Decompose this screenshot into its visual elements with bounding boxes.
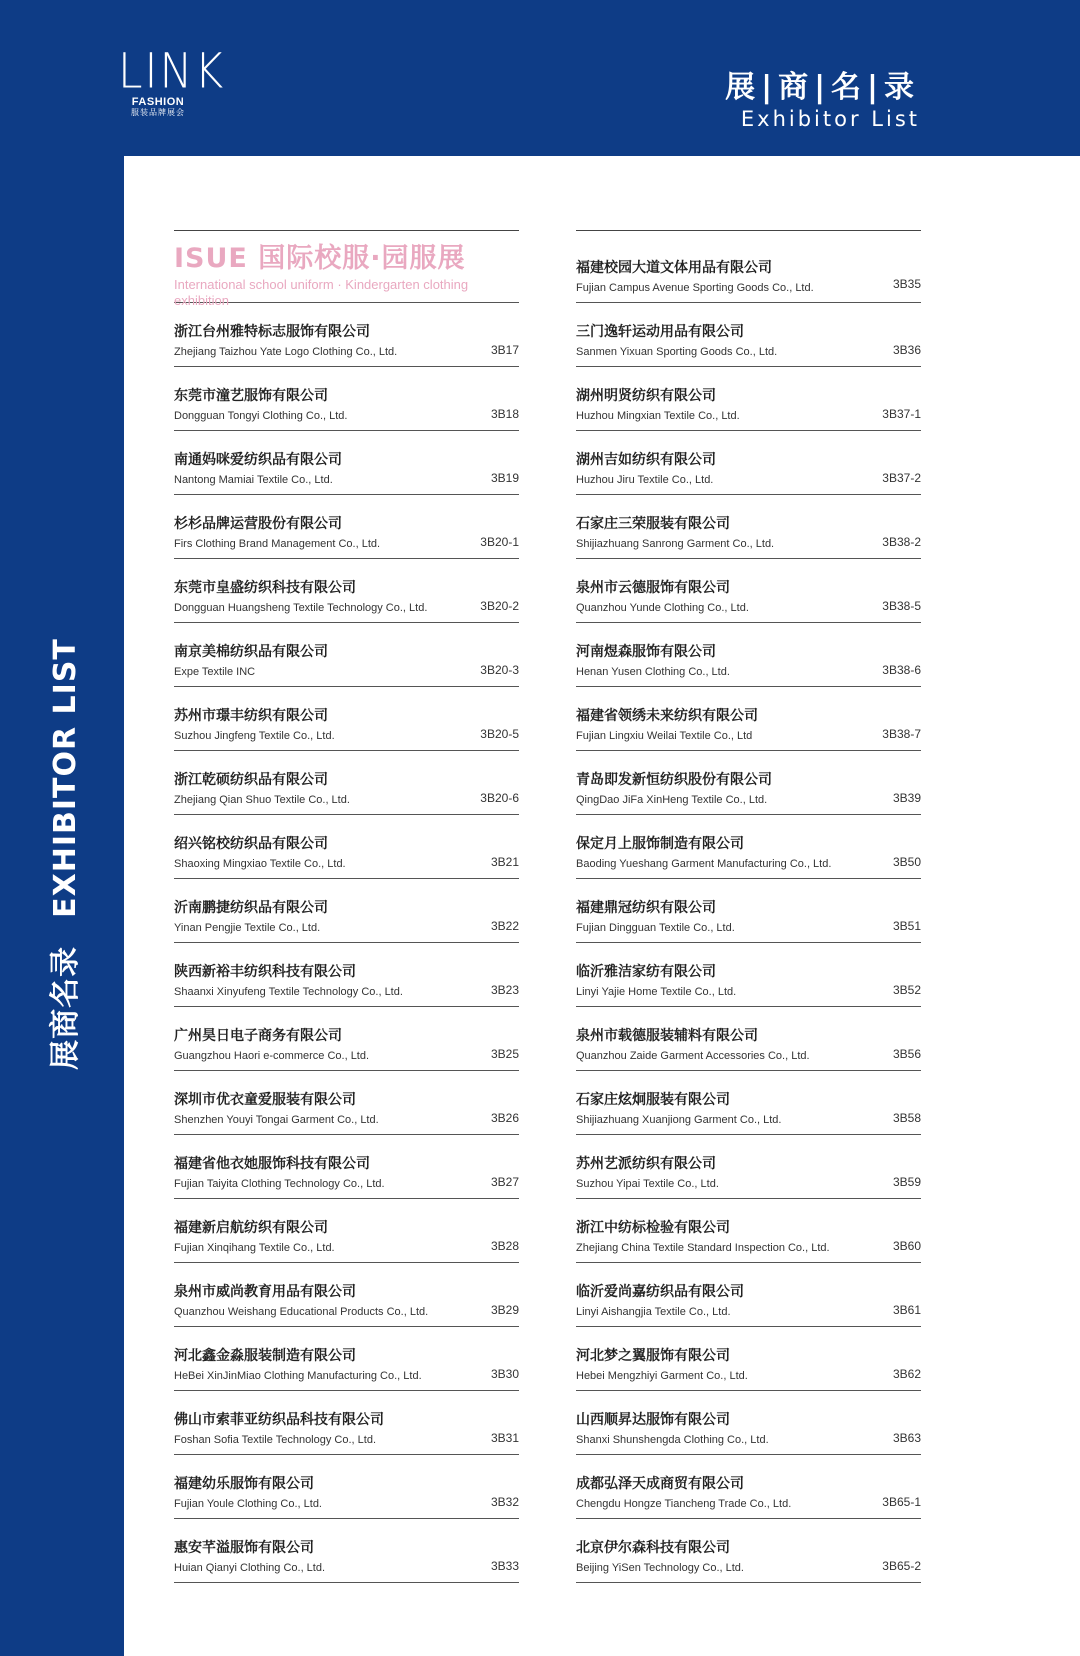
- exhibitor-row: [174, 1263, 519, 1327]
- exhibitor-name-cn: 福建鼎冠纺织有限公司: [576, 900, 716, 916]
- exhibitor-name-cn: 福建省他衣她服饰科技有限公司: [174, 1156, 370, 1172]
- exhibitor-row: [576, 815, 921, 879]
- exhibitor-name-cn: 佛山市索菲亚纺织品科技有限公司: [174, 1412, 384, 1428]
- exhibitor-name-cn: 泉州市云德服饰有限公司: [576, 580, 730, 596]
- exhibitor-name-en: Expe Textile INC: [174, 666, 256, 678]
- booth-number: 3B35: [892, 277, 921, 291]
- booth-number: 3B62: [892, 1367, 921, 1381]
- exhibitor-name-en: Fujian Youle Clothing Co., Ltd.: [174, 1498, 322, 1510]
- logo-mark: LINK: [118, 43, 226, 100]
- side-title: [40, 610, 84, 1070]
- exhibitor-name-cn: 陕西新裕丰纺织科技有限公司: [174, 964, 356, 980]
- exhibitor-row: [576, 1391, 921, 1455]
- exhibitor-row: [576, 623, 921, 687]
- booth-number: 3B58: [892, 1111, 921, 1125]
- booth-number: 3B52: [892, 983, 921, 997]
- exhibitor-name-cn: 惠安芊溢服饰有限公司: [174, 1540, 314, 1556]
- exhibitor-row: [174, 367, 519, 431]
- booth-number: 3B37-1: [882, 407, 921, 421]
- section-title-en: International school uniform · Kindergarten clothing exhibition: [174, 277, 469, 308]
- exhibitor-row: [576, 1071, 921, 1135]
- exhibitor-row: [576, 1263, 921, 1327]
- booth-number: 3B17: [490, 343, 519, 357]
- exhibitor-name-cn: 湖州吉如纺织有限公司: [576, 452, 716, 468]
- booth-number: 3B59: [892, 1175, 921, 1189]
- booth-number: 3B60: [892, 1239, 921, 1253]
- exhibitor-row: [576, 495, 921, 559]
- exhibitor-name-en: Huzhou Mingxian Textile Co., Ltd.: [576, 410, 740, 422]
- exhibitor-row: [174, 1071, 519, 1135]
- exhibitor-row: [576, 303, 921, 367]
- exhibitor-name-en: Shijiazhuang Xuanjiong Garment Co., Ltd.: [576, 1114, 782, 1126]
- exhibitor-row: [576, 431, 921, 495]
- exhibitor-name-en: Shijiazhuang Sanrong Garment Co., Ltd.: [576, 538, 775, 550]
- booth-number: 3B22: [490, 919, 519, 933]
- exhibitor-row: [174, 1135, 519, 1199]
- exhibitor-name-en: Suzhou Yipai Textile Co., Ltd.: [576, 1178, 719, 1190]
- booth-number: 3B20-1: [480, 535, 519, 549]
- exhibitor-name-cn: 福建省领绣未来纺织有限公司: [576, 708, 758, 724]
- exhibitor-name-en: Foshan Sofia Textile Technology Co., Ltd.: [174, 1434, 376, 1446]
- exhibitor-row: [174, 1455, 519, 1519]
- exhibitor-name-en: Shanxi Shunshengda Clothing Co., Ltd.: [576, 1434, 769, 1446]
- booth-number: 3B20-6: [480, 791, 519, 805]
- exhibitor-name-cn: 东莞市潼艺服饰有限公司: [174, 388, 328, 404]
- booth-number: 3B21: [490, 855, 519, 869]
- booth-number: 3B56: [892, 1047, 921, 1061]
- exhibitor-name-en: Huzhou Jiru Textile Co., Ltd.: [576, 474, 714, 486]
- exhibitor-row: [576, 687, 921, 751]
- booth-number: 3B36: [892, 343, 921, 357]
- exhibitor-name-cn: 青岛即发新恒纺织股份有限公司: [576, 772, 772, 788]
- link-fashion-logo: [118, 43, 226, 118]
- booth-number: 3B65-2: [882, 1559, 921, 1573]
- header-title-cn: 展|商|名|录: [725, 70, 920, 105]
- booth-number: 3B32: [490, 1495, 519, 1509]
- exhibitor-name-cn: 浙江中纺标检验有限公司: [576, 1220, 730, 1236]
- exhibitor-name-en: Shaanxi Xinyufeng Textile Technology Co., Ltd.: [174, 986, 403, 998]
- booth-number: 3B26: [490, 1111, 519, 1125]
- exhibitor-list-left: [174, 303, 519, 1583]
- booth-number: 3B65-1: [882, 1495, 921, 1509]
- exhibitor-row: [174, 1327, 519, 1391]
- booth-number: 3B39: [892, 791, 921, 805]
- booth-number: 3B50: [892, 855, 921, 869]
- exhibitor-name-cn: 福建幼乐服饰有限公司: [174, 1476, 314, 1492]
- booth-number: 3B28: [490, 1239, 519, 1253]
- exhibitor-row: [576, 1327, 921, 1391]
- booth-number: 3B23: [490, 983, 519, 997]
- exhibitor-name-cn: 成都弘泽天成商贸有限公司: [576, 1476, 744, 1492]
- exhibitor-row: [174, 879, 519, 943]
- exhibitor-name-en: Dongguan Huangsheng Textile Technology Co., Ltd.: [174, 602, 428, 614]
- exhibitor-name-en: Shenzhen Youyi Tongai Garment Co., Ltd.: [174, 1114, 379, 1126]
- exhibitor-name-en: Guangzhou Haori e-commerce Co., Ltd.: [174, 1050, 370, 1062]
- exhibitor-name-cn: 北京伊尔森科技有限公司: [576, 1540, 730, 1556]
- exhibitor-name-en: Hebei Mengzhiyi Garment Co., Ltd.: [576, 1370, 748, 1382]
- side-title-en: EXHIBITOR LIST: [48, 638, 83, 918]
- exhibitor-name-cn: 泉州市威尚教育用品有限公司: [174, 1284, 356, 1300]
- exhibitor-row: [174, 751, 519, 815]
- booth-number: 3B38-7: [882, 727, 921, 741]
- exhibitor-name-cn: 临沂雅洁家纺有限公司: [576, 964, 716, 980]
- exhibitor-name-en: Quanzhou Yunde Clothing Co., Ltd.: [576, 602, 749, 614]
- booth-number: 3B38-2: [882, 535, 921, 549]
- exhibitor-name-en: Baoding Yueshang Garment Manufacturing Co., Ltd.: [576, 858, 832, 870]
- section-banner: [174, 231, 519, 308]
- exhibitor-name-cn: 沂南鹏捷纺织品有限公司: [174, 900, 328, 916]
- exhibitor-name-cn: 南京美棉纺织品有限公司: [174, 644, 328, 660]
- exhibitor-name-cn: 福建新启航纺织有限公司: [174, 1220, 328, 1236]
- exhibitor-name-en: Sanmen Yixuan Sporting Goods Co., Ltd.: [576, 346, 778, 358]
- exhibitor-name-en: Linyi Yajie Home Textile Co., Ltd.: [576, 986, 737, 998]
- exhibitor-name-en: Zhejiang China Textile Standard Inspection Co., Ltd.: [576, 1242, 830, 1254]
- exhibitor-name-cn: 石家庄炫炯服装有限公司: [576, 1092, 730, 1108]
- exhibitor-name-cn: 深圳市优衣童爱服装有限公司: [174, 1092, 356, 1108]
- exhibitor-name-en: Henan Yusen Clothing Co., Ltd.: [576, 666, 730, 678]
- booth-number: 3B25: [490, 1047, 519, 1061]
- exhibitor-row: [576, 1135, 921, 1199]
- header-title: [725, 70, 920, 132]
- exhibitor-name-en: HeBei XinJinMiao Clothing Manufacturing Co., Ltd.: [174, 1370, 422, 1382]
- section-title-cn: ISUE 国际校服·园服展: [174, 243, 466, 274]
- exhibitor-name-cn: 苏州市璟丰纺织有限公司: [174, 708, 328, 724]
- exhibitor-name-cn: 山西顺昇达服饰有限公司: [576, 1412, 730, 1428]
- booth-number: 3B20-3: [480, 663, 519, 677]
- exhibitor-name-cn: 河北梦之翼服饰有限公司: [576, 1348, 730, 1364]
- booth-number: 3B29: [490, 1303, 519, 1317]
- exhibitor-row: [174, 687, 519, 751]
- booth-number: 3B18: [490, 407, 519, 421]
- exhibitor-name-en: QingDao JiFa XinHeng Textile Co., Ltd.: [576, 794, 768, 806]
- exhibitor-name-cn: 保定月上服饰制造有限公司: [576, 836, 744, 852]
- exhibitor-row: [174, 303, 519, 367]
- exhibitor-name-en: Quanzhou Zaide Garment Accessories Co., Ltd.: [576, 1050, 810, 1062]
- exhibitor-name-cn: 南通妈咪爱纺织品有限公司: [174, 452, 342, 468]
- exhibitor-row: [174, 943, 519, 1007]
- logo-subtitle: 服装品牌展会: [131, 108, 185, 117]
- header-title-en: Exhibitor List: [740, 107, 920, 131]
- exhibitor-name-cn: 东莞市皇盛纺织科技有限公司: [174, 580, 356, 596]
- exhibitor-name-en: Fujian Lingxiu Weilai Textile Co., Ltd: [576, 730, 753, 742]
- exhibitor-row: [174, 559, 519, 623]
- exhibitor-name-cn: 杉杉品牌运营股份有限公司: [174, 516, 342, 532]
- exhibitor-row: [576, 559, 921, 623]
- exhibitor-row: [576, 943, 921, 1007]
- exhibitor-name-en: Huian Qianyi Clothing Co., Ltd.: [174, 1562, 326, 1574]
- exhibitor-row: [174, 431, 519, 495]
- exhibitor-name-en: Beijing YiSen Technology Co., Ltd.: [576, 1562, 744, 1574]
- exhibitor-row: [174, 1519, 519, 1583]
- exhibitor-name-cn: 浙江乾硕纺织品有限公司: [174, 772, 328, 788]
- exhibitor-row: [576, 1199, 921, 1263]
- exhibitor-row: [174, 1007, 519, 1071]
- logo-brand: FASHION: [131, 96, 185, 108]
- exhibitor-row: [576, 1519, 921, 1583]
- exhibitor-name-en: Fujian Xinqihang Textile Co., Ltd.: [174, 1242, 335, 1254]
- booth-number: 3B38-6: [882, 663, 921, 677]
- booth-number: 3B31: [490, 1431, 519, 1445]
- exhibitor-row: [174, 1391, 519, 1455]
- exhibitor-name-en: Fujian Taiyita Clothing Technology Co., Ltd.: [174, 1178, 385, 1190]
- side-title-cn: 展商名录: [48, 945, 83, 1070]
- booth-number: 3B38-5: [882, 599, 921, 613]
- exhibitor-row: [174, 495, 519, 559]
- exhibitor-row: [576, 1455, 921, 1519]
- exhibitor-name-cn: 广州昊日电子商务有限公司: [174, 1028, 342, 1044]
- exhibitor-name-en: Dongguan Tongyi Clothing Co., Ltd.: [174, 410, 348, 422]
- exhibitor-name-en: Shaoxing Mingxiao Textile Co., Ltd.: [174, 858, 346, 870]
- booth-number: 3B37-2: [882, 471, 921, 485]
- booth-number: 3B20-2: [480, 599, 519, 613]
- exhibitor-list-right: [576, 231, 921, 1583]
- exhibitor-row: [576, 367, 921, 431]
- booth-number: 3B30: [490, 1367, 519, 1381]
- exhibitor-name-cn: 福建校园大道文体用品有限公司: [576, 260, 772, 276]
- exhibitor-name-cn: 泉州市载德服装辅料有限公司: [576, 1028, 758, 1044]
- exhibitor-name-en: Chengdu Hongze Tiancheng Trade Co., Ltd.: [576, 1498, 792, 1510]
- booth-number: 3B27: [490, 1175, 519, 1189]
- exhibitor-name-cn: 临沂爱尚嘉纺织品有限公司: [576, 1284, 744, 1300]
- exhibitor-name-en: Fujian Campus Avenue Sporting Goods Co., Ltd.: [576, 282, 814, 294]
- exhibitor-name-cn: 三门逸轩运动用品有限公司: [576, 324, 744, 340]
- exhibitor-row: [174, 623, 519, 687]
- exhibitor-row: [576, 879, 921, 943]
- exhibitor-name-en: Zhejiang Qian Shuo Textile Co., Ltd.: [174, 794, 350, 806]
- exhibitor-name-en: Linyi Aishangjia Textile Co., Ltd.: [576, 1306, 731, 1318]
- exhibitor-name-en: Suzhou Jingfeng Textile Co., Ltd.: [174, 730, 335, 742]
- exhibitor-row: [576, 1007, 921, 1071]
- exhibitor-row: [576, 231, 921, 303]
- exhibitor-name-en: Yinan Pengjie Textile Co., Ltd.: [174, 922, 321, 934]
- right-column: [576, 230, 921, 1583]
- left-column: [174, 230, 519, 1583]
- exhibitor-name-cn: 湖州明贤纺织有限公司: [576, 388, 716, 404]
- booth-number: 3B33: [490, 1559, 519, 1573]
- exhibitor-name-cn: 石家庄三荣服装有限公司: [576, 516, 730, 532]
- exhibitor-name-cn: 绍兴铭校纺织品有限公司: [174, 836, 328, 852]
- exhibitor-row: [174, 1199, 519, 1263]
- booth-number: 3B63: [892, 1431, 921, 1445]
- exhibitor-name-cn: 浙江台州雅特标志服饰有限公司: [174, 324, 370, 340]
- exhibitor-name-en: Nantong Mamiai Textile Co., Ltd.: [174, 474, 333, 486]
- exhibitor-row: [576, 751, 921, 815]
- exhibitor-name-cn: 河北鑫金淼服装制造有限公司: [174, 1348, 356, 1364]
- exhibitor-row: [174, 815, 519, 879]
- booth-number: 3B61: [892, 1303, 921, 1317]
- exhibitor-name-cn: 河南煜森服饰有限公司: [576, 644, 716, 660]
- exhibitor-name-en: Zhejiang Taizhou Yate Logo Clothing Co., Ltd.: [174, 346, 398, 358]
- exhibitor-name-en: Firs Clothing Brand Management Co., Ltd.: [174, 538, 381, 550]
- booth-number: 3B20-5: [480, 727, 519, 741]
- exhibitor-name-en: Quanzhou Weishang Educational Products Co., Ltd.: [174, 1306, 429, 1318]
- exhibitor-name-cn: 苏州艺派纺织有限公司: [576, 1156, 716, 1172]
- booth-number: 3B19: [490, 471, 519, 485]
- exhibitor-name-en: Fujian Dingguan Textile Co., Ltd.: [576, 922, 735, 934]
- booth-number: 3B51: [892, 919, 921, 933]
